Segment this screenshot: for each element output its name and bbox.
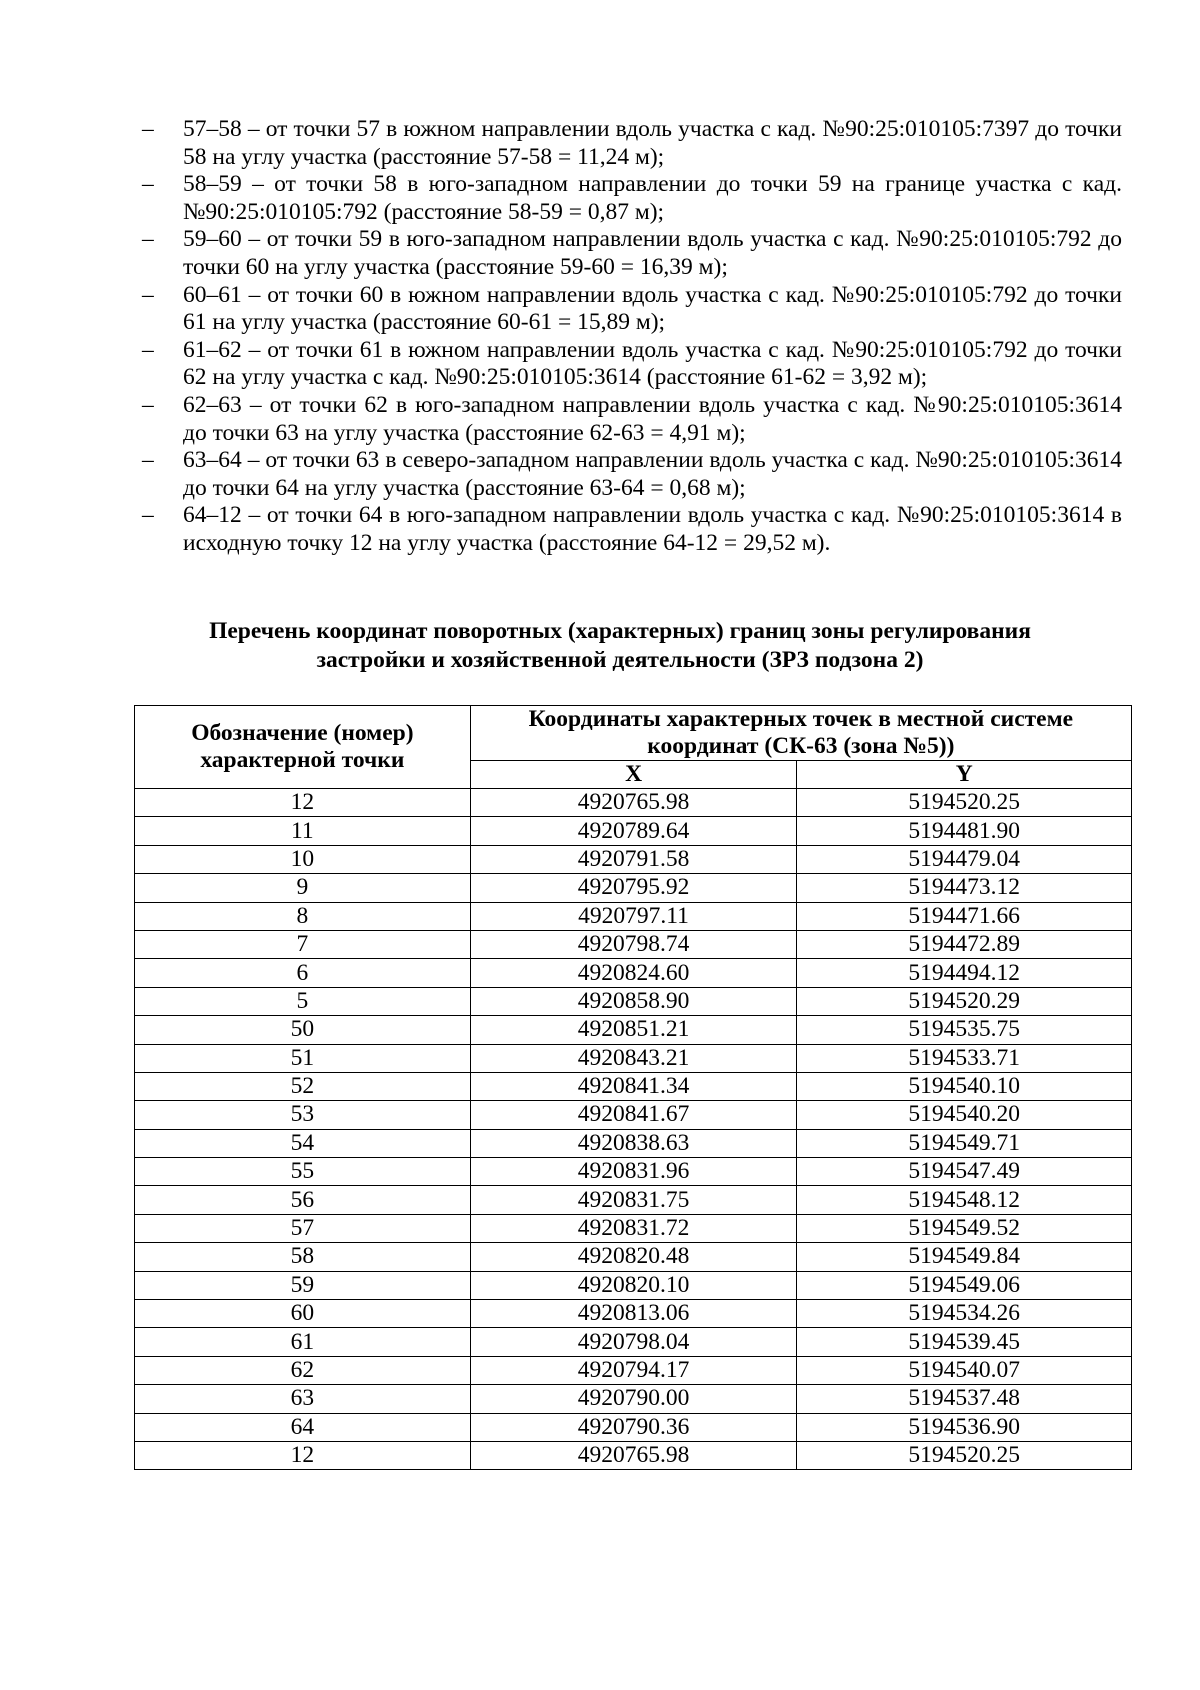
y-coordinate-cell: 5194520.25 bbox=[797, 1441, 1132, 1469]
list-item bbox=[142, 447, 1122, 502]
y-coordinate-cell: 5194549.84 bbox=[797, 1243, 1132, 1271]
x-coordinate-cell: 4920765.98 bbox=[470, 1441, 797, 1469]
table-row bbox=[135, 1413, 1132, 1441]
y-coordinate-cell: 5194481.90 bbox=[797, 817, 1132, 845]
list-item bbox=[142, 282, 1122, 337]
list-item bbox=[142, 171, 1122, 226]
list-dash: – bbox=[142, 447, 154, 474]
list-dash: – bbox=[142, 281, 154, 308]
segment-text: 62–63 – от точки 62 в юго-западном направлении вдоль участка с кад. №90:25:010105:3614 до точки 63 на углу участка (расстояние 62-63 = 4,91 м); bbox=[183, 391, 1122, 446]
list-item bbox=[142, 392, 1122, 447]
x-coordinate-cell: 4920791.58 bbox=[470, 845, 797, 873]
x-coordinate-cell: 4920841.34 bbox=[470, 1072, 797, 1100]
x-coordinate-cell: 4920831.72 bbox=[470, 1214, 797, 1242]
table-row bbox=[135, 987, 1132, 1015]
point-number-cell: 57 bbox=[135, 1214, 471, 1242]
list-dash: – bbox=[142, 116, 154, 142]
x-coordinate-cell: 4920831.75 bbox=[470, 1186, 797, 1214]
x-coordinate-cell: 4920858.90 bbox=[470, 987, 797, 1015]
y-coordinate-cell: 5194539.45 bbox=[797, 1328, 1132, 1356]
point-number-cell: 5 bbox=[135, 987, 471, 1015]
point-number-cell: 10 bbox=[135, 845, 471, 873]
point-number-cell: 7 bbox=[135, 930, 471, 958]
boundary-segments-list bbox=[142, 116, 1122, 558]
point-number-cell: 8 bbox=[135, 902, 471, 930]
segment-text: 59–60 – от точки 59 в юго-западном направлении вдоль участка с кад. №90:25:010105:792 до точки 60 на углу участка (расстояние 59-60 = 16,39 м); bbox=[183, 226, 1122, 280]
point-number-cell: 63 bbox=[135, 1385, 471, 1413]
x-coordinate-cell: 4920820.48 bbox=[470, 1243, 797, 1271]
segment-text: 58–59 – от точки 58 в юго-западном направлении до точки 59 на границе участка с кад. №90:25:010105:792 (расстояние 58-59 = 0,87 м); bbox=[183, 171, 1122, 225]
x-coordinate-cell: 4920765.98 bbox=[470, 789, 797, 817]
y-coordinate-cell: 5194535.75 bbox=[797, 1016, 1132, 1044]
x-coordinate-cell: 4920824.60 bbox=[470, 959, 797, 987]
x-coordinate-cell: 4920790.00 bbox=[470, 1385, 797, 1413]
list-item bbox=[142, 502, 1122, 557]
y-coordinate-cell: 5194540.07 bbox=[797, 1356, 1132, 1384]
table-row bbox=[135, 1016, 1132, 1044]
point-number-cell: 54 bbox=[135, 1129, 471, 1157]
point-number-cell: 50 bbox=[135, 1016, 471, 1044]
point-number-cell: 6 bbox=[135, 959, 471, 987]
table-row bbox=[135, 902, 1132, 930]
x-coordinate-cell: 4920831.96 bbox=[470, 1158, 797, 1186]
y-coordinate-cell: 5194548.12 bbox=[797, 1186, 1132, 1214]
y-coordinate-cell: 5194537.48 bbox=[797, 1385, 1132, 1413]
point-number-cell: 51 bbox=[135, 1044, 471, 1072]
table-row bbox=[135, 1300, 1132, 1328]
table-row bbox=[135, 1356, 1132, 1384]
point-number-cell: 11 bbox=[135, 817, 471, 845]
point-number-cell: 61 bbox=[135, 1328, 471, 1356]
point-number-cell: 53 bbox=[135, 1101, 471, 1129]
table-row bbox=[135, 1271, 1132, 1299]
x-coordinate-cell: 4920838.63 bbox=[470, 1129, 797, 1157]
x-coordinate-cell: 4920843.21 bbox=[470, 1044, 797, 1072]
point-number-cell: 12 bbox=[135, 1441, 471, 1469]
coordinates-table-body bbox=[135, 789, 1132, 1470]
segment-text: 60–61 – от точки 60 в южном направлении вдоль участка с кад. №90:25:010105:792 до точки 61 на углу участка (расстояние 60-61 = 15,89 м); bbox=[183, 281, 1122, 336]
x-coordinate-cell: 4920813.06 bbox=[470, 1300, 797, 1328]
x-coordinate-cell: 4920841.67 bbox=[470, 1101, 797, 1129]
y-coordinate-cell: 5194479.04 bbox=[797, 845, 1132, 873]
list-dash: – bbox=[142, 226, 154, 253]
list-dash: – bbox=[142, 171, 154, 198]
point-number-cell: 56 bbox=[135, 1186, 471, 1214]
coordinates-table bbox=[134, 705, 1132, 1470]
x-coordinate-cell: 4920789.64 bbox=[470, 817, 797, 845]
table-row bbox=[135, 1214, 1132, 1242]
y-coordinate-cell: 5194471.66 bbox=[797, 902, 1132, 930]
table-row bbox=[135, 959, 1132, 987]
segment-text: 61–62 – от точки 61 в южном направлении вдоль участка с кад. №90:25:010105:792 до точки 62 на углу участка с кад. №90:25:010105:3614 (расстояние 61-62 = 3,92 м); bbox=[183, 336, 1122, 391]
table-row bbox=[135, 1101, 1132, 1129]
table-row bbox=[135, 1044, 1132, 1072]
point-number-cell: 58 bbox=[135, 1243, 471, 1271]
x-coordinate-cell: 4920820.10 bbox=[470, 1271, 797, 1299]
x-coordinate-cell: 4920790.36 bbox=[470, 1413, 797, 1441]
table-row bbox=[135, 1385, 1132, 1413]
table-row bbox=[135, 789, 1132, 817]
segment-text: 63–64 – от точки 63 в северо-западном направлении вдоль участка с кад. №90:25:010105:3614 до точки 64 на углу участка (расстояние 63-64 = 0,68 м); bbox=[183, 447, 1122, 501]
list-item bbox=[142, 116, 1122, 171]
table-row bbox=[135, 817, 1132, 845]
table-row bbox=[135, 930, 1132, 958]
x-coordinate-cell: 4920795.92 bbox=[470, 874, 797, 902]
x-coordinate-cell: 4920794.17 bbox=[470, 1356, 797, 1384]
point-number-cell: 64 bbox=[135, 1413, 471, 1441]
y-coordinate-cell: 5194533.71 bbox=[797, 1044, 1132, 1072]
y-coordinate-cell: 5194473.12 bbox=[797, 874, 1132, 902]
segment-text: 57–58 – от точки 57 в южном направлении вдоль участка с кад. №90:25:010105:7397 до точки 58 на углу участка (расстояние 57-58 = 11,24 м); bbox=[183, 116, 1122, 170]
table-row bbox=[135, 1243, 1132, 1271]
table-row bbox=[135, 1129, 1132, 1157]
list-dash: – bbox=[142, 502, 154, 529]
y-coordinate-cell: 5194540.10 bbox=[797, 1072, 1132, 1100]
x-coordinate-cell: 4920851.21 bbox=[470, 1016, 797, 1044]
list-dash: – bbox=[142, 391, 154, 418]
point-number-cell: 60 bbox=[135, 1300, 471, 1328]
y-coordinate-cell: 5194520.29 bbox=[797, 987, 1132, 1015]
y-coordinate-cell: 5194549.06 bbox=[797, 1271, 1132, 1299]
header-y: Y bbox=[797, 761, 1132, 789]
header-coordinates: Координаты характерных точек в местной системе координат (СК-63 (зона №5)) bbox=[470, 706, 1131, 761]
table-row bbox=[135, 1072, 1132, 1100]
y-coordinate-cell: 5194549.71 bbox=[797, 1129, 1132, 1157]
x-coordinate-cell: 4920797.11 bbox=[470, 902, 797, 930]
y-coordinate-cell: 5194520.25 bbox=[797, 789, 1132, 817]
y-coordinate-cell: 5194472.89 bbox=[797, 930, 1132, 958]
x-coordinate-cell: 4920798.74 bbox=[470, 930, 797, 958]
table-row bbox=[135, 1328, 1132, 1356]
x-coordinate-cell: 4920798.04 bbox=[470, 1328, 797, 1356]
table-heading-line: застройки и хозяйственной деятельности (ЗРЗ подзона 2) bbox=[316, 647, 924, 673]
list-item bbox=[142, 226, 1122, 281]
point-number-cell: 9 bbox=[135, 874, 471, 902]
segment-text: 64–12 – от точки 64 в юго-западном направлении вдоль участка с кад. №90:25:010105:3614 в исходную точку 12 на углу участка (расстояние 64-12 = 29,52 м). bbox=[183, 502, 1122, 556]
y-coordinate-cell: 5194547.49 bbox=[797, 1158, 1132, 1186]
header-x: X bbox=[470, 761, 797, 789]
point-number-cell: 55 bbox=[135, 1158, 471, 1186]
y-coordinate-cell: 5194540.20 bbox=[797, 1101, 1132, 1129]
y-coordinate-cell: 5194494.12 bbox=[797, 959, 1132, 987]
y-coordinate-cell: 5194534.26 bbox=[797, 1300, 1132, 1328]
table-row bbox=[135, 1186, 1132, 1214]
table-row bbox=[135, 1158, 1132, 1186]
y-coordinate-cell: 5194549.52 bbox=[797, 1214, 1132, 1242]
header-point-designation: Обозначение (номер) характерной точки bbox=[135, 706, 471, 789]
list-item bbox=[142, 337, 1122, 392]
point-number-cell: 62 bbox=[135, 1356, 471, 1384]
table-row bbox=[135, 874, 1132, 902]
list-dash: – bbox=[142, 336, 154, 363]
point-number-cell: 59 bbox=[135, 1271, 471, 1299]
table-heading-line: Перечень координат поворотных (характерных) границ зоны регулирования bbox=[209, 618, 1031, 644]
point-number-cell: 12 bbox=[135, 789, 471, 817]
table-row bbox=[135, 1441, 1132, 1469]
table-row bbox=[135, 845, 1132, 873]
point-number-cell: 52 bbox=[135, 1072, 471, 1100]
table-heading bbox=[120, 617, 1120, 675]
y-coordinate-cell: 5194536.90 bbox=[797, 1413, 1132, 1441]
